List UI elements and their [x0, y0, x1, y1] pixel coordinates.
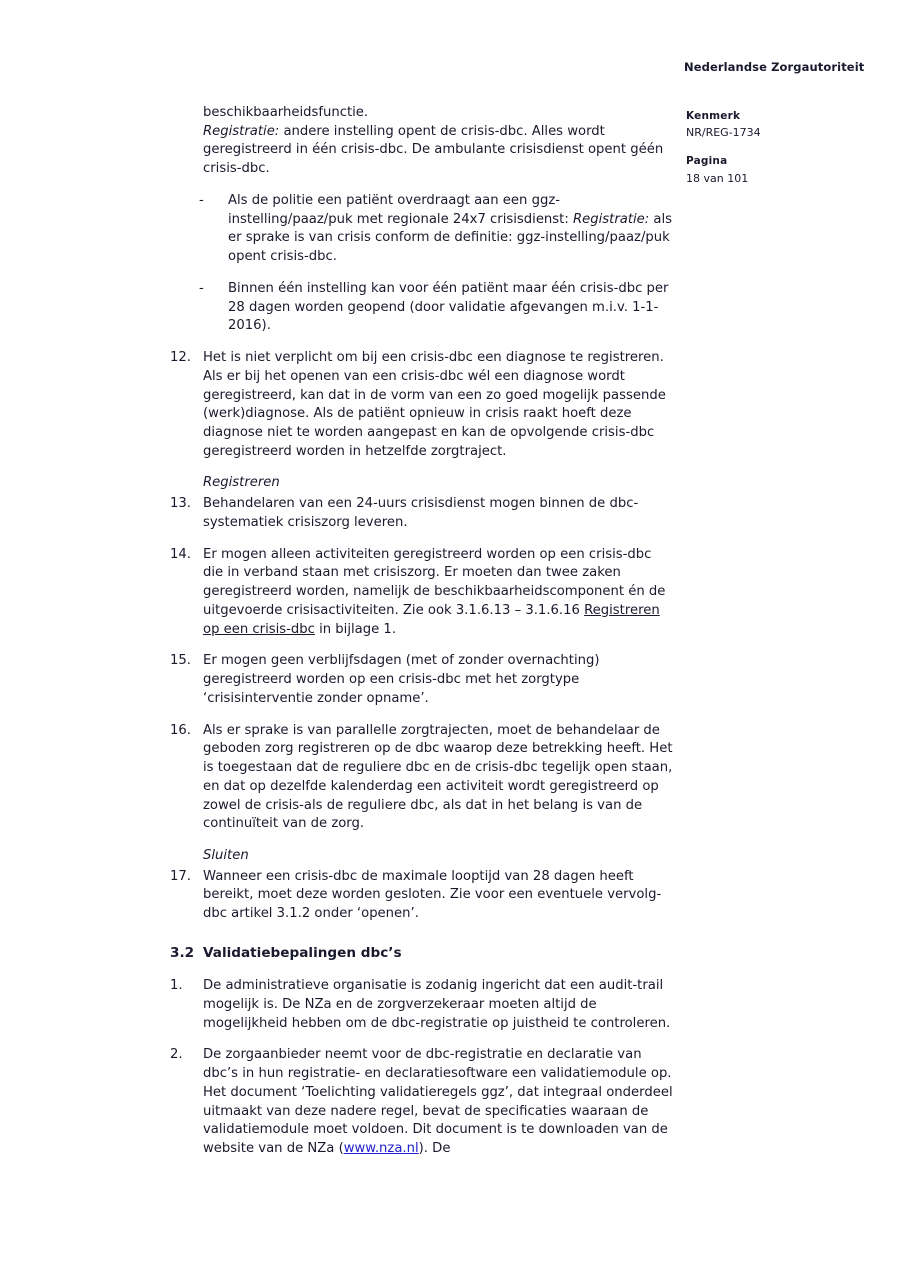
dash-bullet-icon: - — [199, 280, 204, 296]
paragraph-beschikbaarheidsfunctie — [170, 104, 675, 179]
list-item-number: 12. — [170, 350, 191, 366]
list-item-text — [203, 1046, 675, 1158]
list-item-number: 14. — [170, 546, 191, 562]
document-metadata-sidebar — [686, 108, 876, 199]
list-item-12 — [170, 349, 675, 461]
list-item-text: Behandelaren van een 24-uurs crisisdienst mogen binnen de dbc-systematiek crisiszorg leveren. — [203, 496, 639, 530]
list-item-text: Wanneer een crisis-dbc de maximale looptijd van 28 dagen heeft bereikt, moet deze worden gesloten. Zie voor een eventuele vervolg-dbc artikel 3.1.2 onder ‘openen’. — [203, 868, 662, 922]
pagina-label: Pagina — [686, 155, 728, 168]
list-item-text: Het is niet verplicht om bij een crisis-dbc een diagnose te registreren. Als er bij het openen van een crisis-dbc wél een diagnose wordt geregistreerd, kan dat in de vorm van een zo goed mogelijk passende (werk)diagnose. Als de patiënt opnieuw in crisis raakt hoeft deze diagnose niet te worden aangepast en kan de opvolgende crisis-dbc geregistreerd worden in hetzelfde zorgtraject. — [203, 350, 666, 459]
list-item-text: Er mogen geen verblijfsdagen (met of zonder overnachting) geregistreerd worden op een crisis-dbc met het zorgtype ‘crisisinterventie zonder opname’. — [203, 653, 600, 706]
metadata-kenmerk — [686, 108, 876, 141]
list-item-number: 15. — [170, 653, 191, 669]
document-body — [170, 104, 675, 1172]
list-item-number: 17. — [170, 868, 191, 884]
list-item-text: Als er sprake is van parallelle zorgtrajecten, moet de behandelaar de geboden zorg registreren op de dbc waarop deze betrekking heeft. Het is toegestaan dat de reguliere dbc en de crisis-dbc tegelijk open staan, en dat op dezelfde kalenderdag een activiteit wordt geregistreerd op zowel de crisis-als de reguliere dbc, als dat in het belang is van de continuïteit van de zorg. — [203, 722, 673, 832]
list-item-15 — [170, 652, 675, 708]
registratie-label-2: Registratie: — [572, 211, 650, 227]
dash-item-politie — [170, 192, 675, 267]
list-item-13 — [170, 495, 675, 532]
list-item-14 — [170, 546, 675, 640]
kenmerk-label: Kenmerk — [686, 110, 741, 122]
list-item-text-before: Er mogen alleen activiteiten geregistreerd worden op een crisis-dbc die in verband staan met crisiszorg. Er moeten dan twee zaken geregistreerd worden, namelijk de beschikbaarheidscomponent én de uitgevoerde crisisactiviteiten. Zie ook 3.1.6.13 – 3.1.6.16 — [203, 546, 666, 618]
kenmerk-value: NR/REG-1734 — [686, 126, 761, 140]
nza-website-link[interactable]: www.nza.nl — [343, 1141, 419, 1157]
list-item-17 — [170, 868, 675, 924]
list-item-v2 — [170, 1046, 675, 1158]
dash-item-text: Als de politie een patiënt overdraagt aan een ggz-instelling/paaz/puk met regionale 24x7 crisisdienst: — [228, 192, 569, 227]
list-item-text-after: ). De — [418, 1141, 451, 1157]
list-item-text-after: in bijlage 1. — [314, 621, 397, 637]
list-item-text: De administratieve organisatie is zodanig ingericht dat een audit-trail mogelijk is. De NZa en de zorgverzekeraar moeten altijd de mogelijkheid hebben om de dbc-registratie op juistheid te controleren. — [203, 978, 671, 1031]
registratie-text-2: als er sprake is van crisis conform de definitie: ggz-instelling/paaz/puk opent crisis-dbc. — [228, 211, 673, 265]
list-item-number: 1. — [170, 978, 183, 994]
cross-reference-registreren-op-een-crisis-dbc: Registreren op een crisis-dbc — [203, 602, 660, 637]
registratie-label-1: Registratie: — [203, 123, 280, 139]
dash-item-text: Binnen één instelling kan voor één patiënt maar één crisis-dbc per 28 dagen worden geopend (door validatie afgevangen m.i.v. 1-1-2016). — [228, 280, 669, 334]
section-heading-3-2 — [170, 944, 675, 963]
dash-item-28-dagen — [170, 280, 675, 336]
subheading-sluiten: Sluiten — [203, 847, 249, 863]
subheading-registreren: Registreren — [203, 475, 280, 491]
registratie-text-1: andere instelling opent de crisis-dbc. Alles wordt geregistreerd in één crisis-dbc. De ambulante crisisdienst opent géén crisis-dbc. — [203, 123, 664, 177]
list-item-number: 2. — [170, 1047, 183, 1063]
dash-bullet-icon: - — [199, 192, 204, 208]
list-item-number: 16. — [170, 722, 191, 738]
list-item-number: 13. — [170, 496, 191, 512]
paragraph-line-1: beschikbaarheidsfunctie. — [203, 105, 369, 120]
organisation-name: Nederlandse Zorgautoriteit — [684, 60, 865, 74]
list-item-16 — [170, 722, 675, 834]
list-item-text-before: De zorgaanbieder neemt voor de dbc-registratie en declaratie van dbc’s in hun registratie- en declaratiesoftware een validatiemodule op. Het document ‘Toelichting validatieregels ggz’, dat integraal onderdeel uitmaakt van deze nadere regel, bevat de specificaties waaraan de validatiemodule moet voldoen. Dit document is te downloaden van de website van de NZa ( — [203, 1047, 673, 1157]
pagina-value: 18 van 101 — [686, 171, 749, 185]
metadata-pagina — [686, 153, 876, 186]
section-title: Validatiebepalingen dbc’s — [203, 944, 402, 961]
list-item-v1 — [170, 977, 675, 1033]
section-number: 3.2 — [170, 944, 195, 961]
list-item-text — [203, 546, 675, 640]
